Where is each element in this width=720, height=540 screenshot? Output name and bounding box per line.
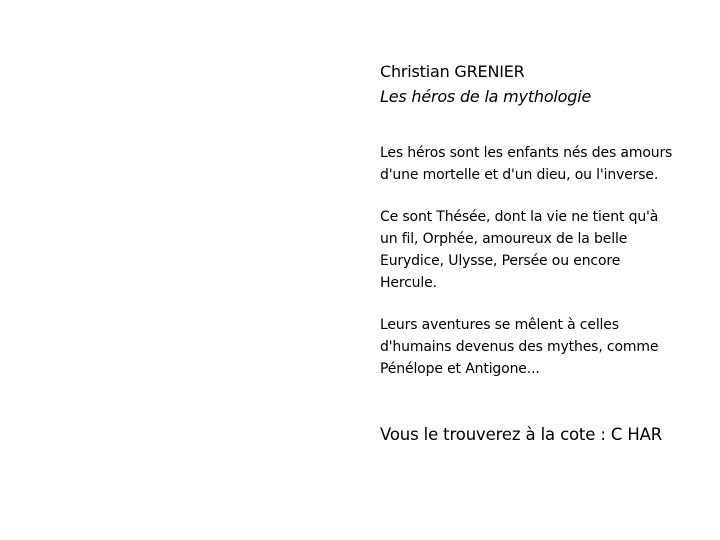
paragraph-adventures [380,314,710,380]
text-line: un fil, Orphée, amoureux de la belle [380,231,628,247]
paragraph-intro [380,142,710,186]
text-line: d'une mortelle et d'un dieu, ou l'inverse. [380,167,659,183]
text-line: Eurydice, Ulysse, Persée ou encore [380,253,621,269]
author-name: Christian GRENIER [380,62,525,81]
book-description [380,59,710,447]
text-line: Les héros sont les enfants nés des amours [380,145,673,161]
paragraph-heroes [380,206,710,294]
text-line: Leurs aventures se mêlent à celles [380,317,619,333]
text-line: Pénélope et Antigone... [380,361,540,377]
text-line: Hercule. [380,275,437,291]
text-line: Ce sont Thésée, dont la vie ne tient qu'à [380,209,659,225]
shelf-location-note: Vous le trouverez à la cote : C HAR [380,425,663,444]
book-title: Les héros de la mythologie [380,87,592,106]
text-line: d'humains devenus des mythes, comme [380,339,659,355]
